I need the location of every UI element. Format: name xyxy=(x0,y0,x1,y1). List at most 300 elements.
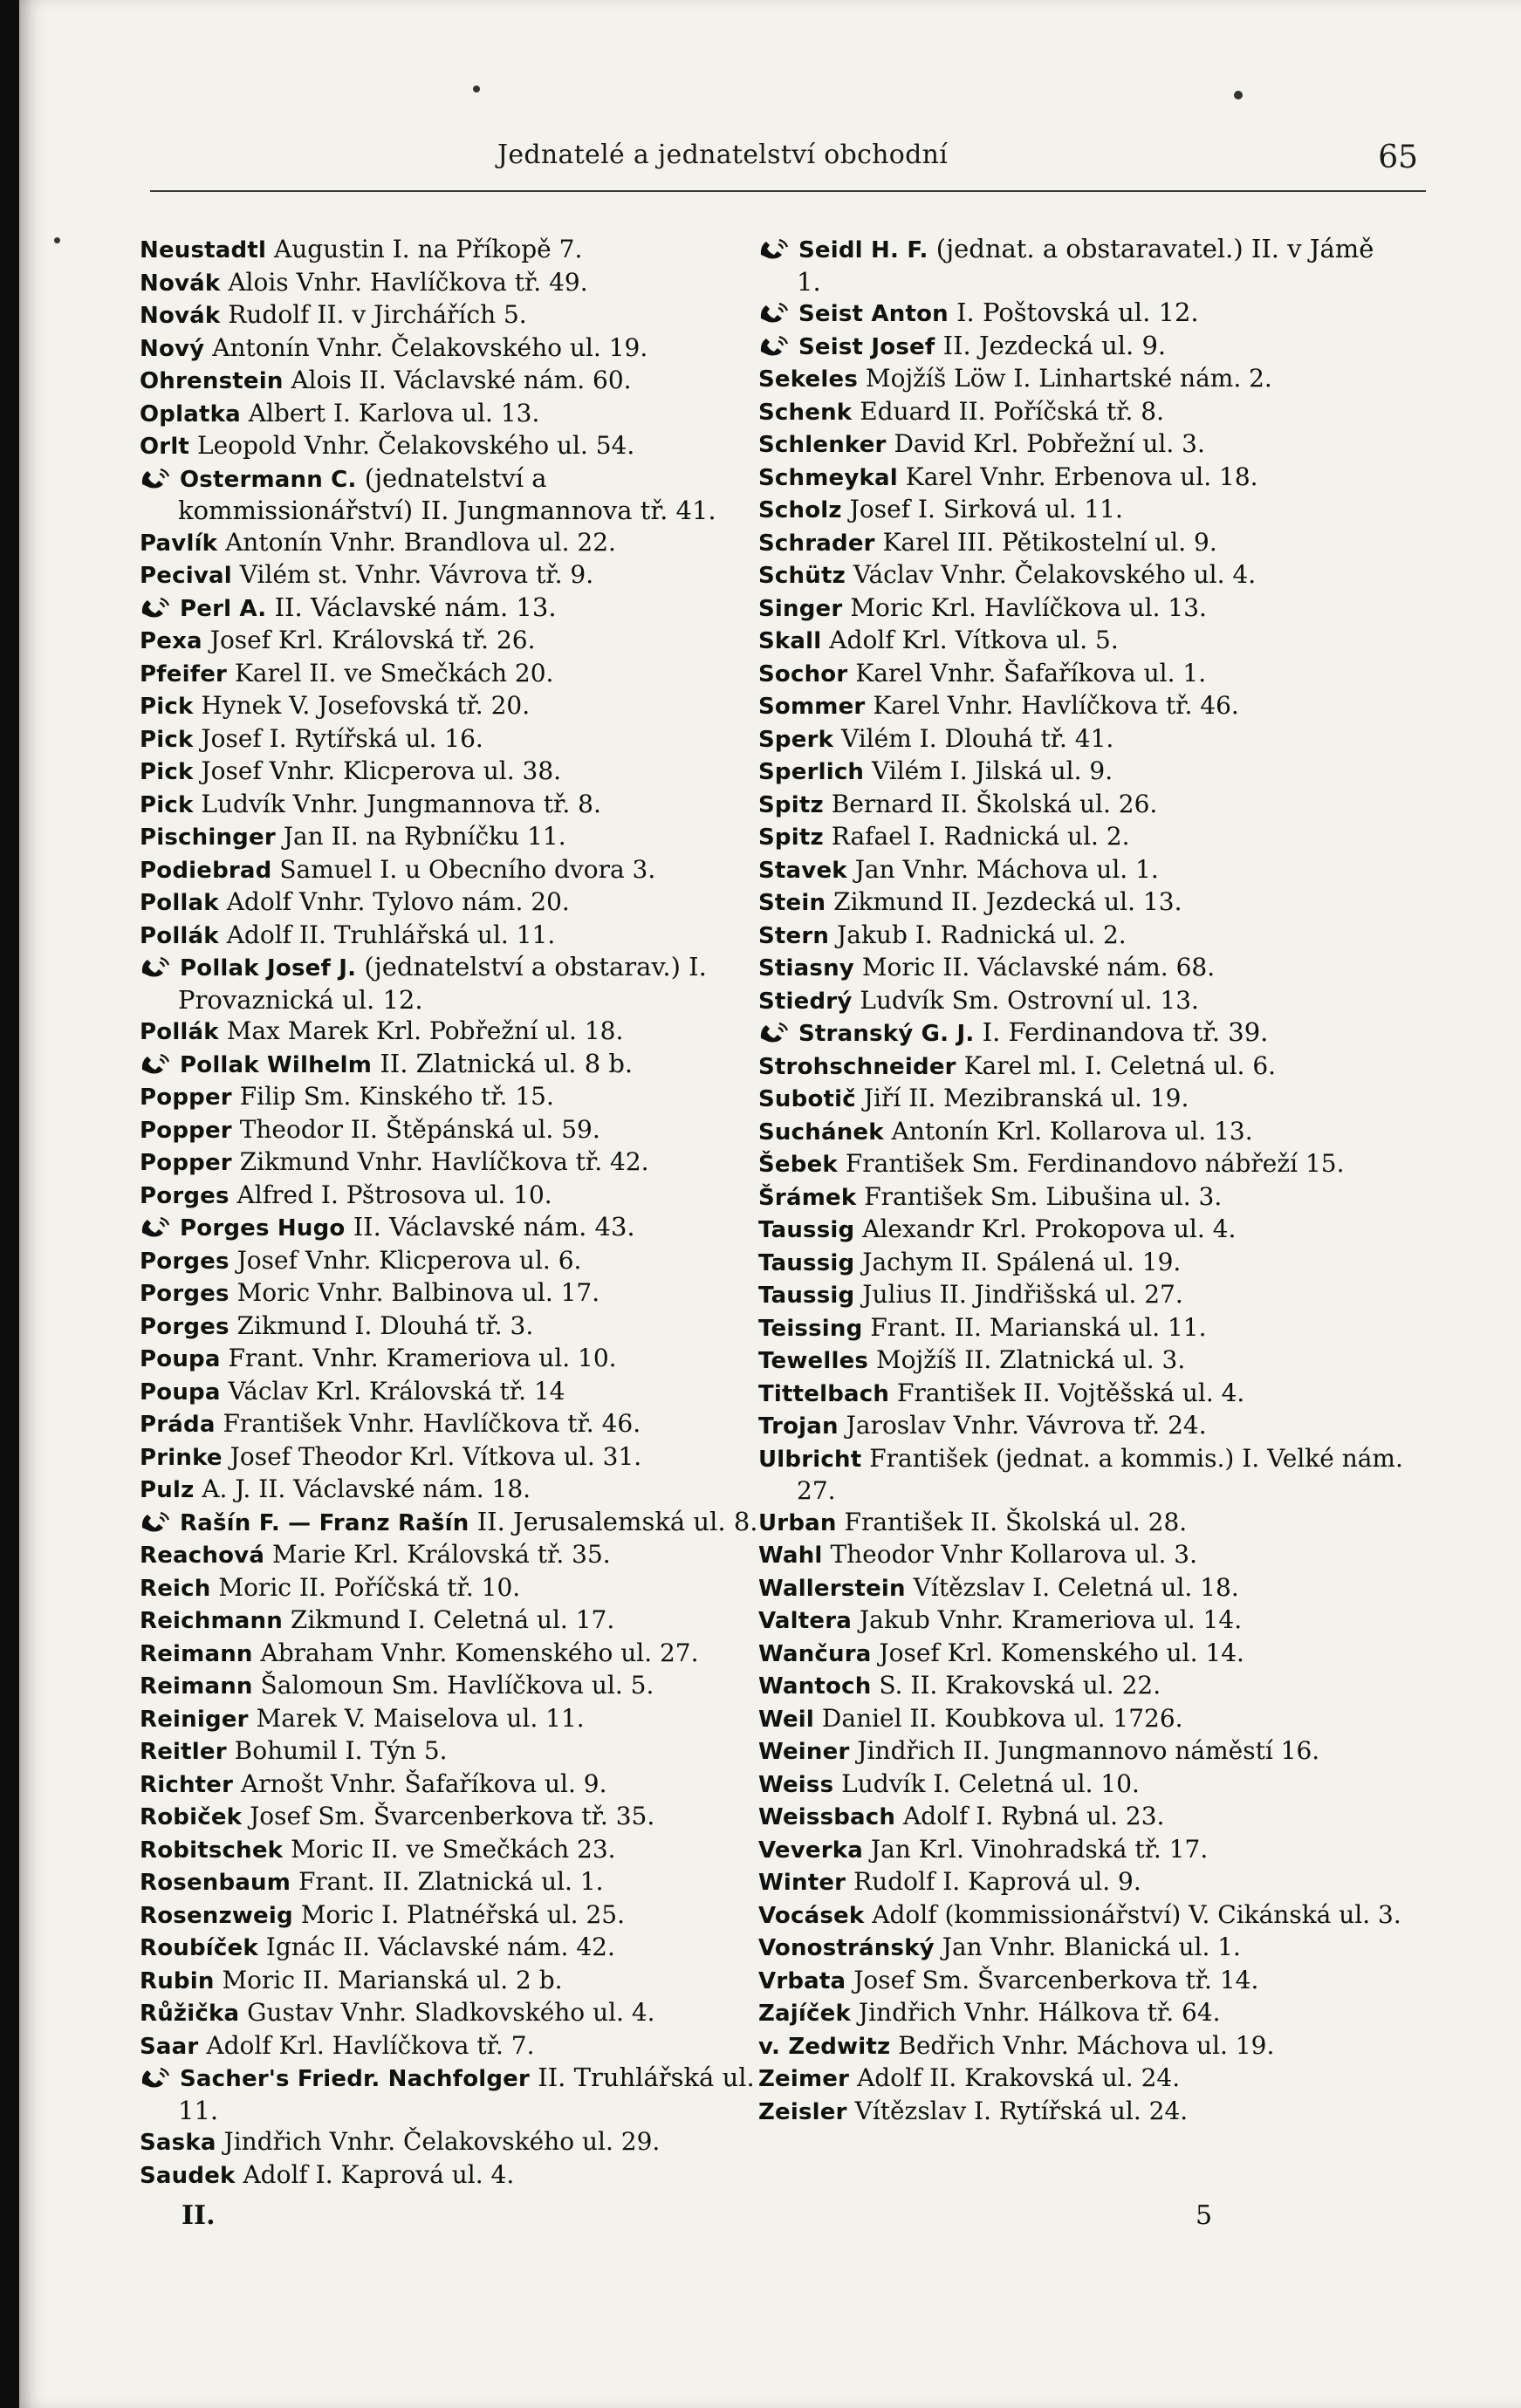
entry-name: Novák xyxy=(140,270,221,297)
entry-name: Valtera xyxy=(758,1608,852,1634)
telephone-icon xyxy=(140,1214,171,1237)
entry-address: Vilém st. Vnhr. Vávrova tř. 9. xyxy=(239,560,594,589)
entry-name: Wančura xyxy=(758,1640,872,1667)
entry-name: Pollák xyxy=(140,1019,219,1045)
directory-entry xyxy=(140,2063,785,2126)
entry-name: Weiner xyxy=(758,1739,850,1765)
entry-address: Abraham Vnhr. Komenského ul. 27. xyxy=(260,1638,699,1667)
entry-name: Roubíček xyxy=(140,1935,258,1961)
entry-address: Max Marek Krl. Pobřežní ul. 18. xyxy=(226,1016,624,1045)
directory-entry xyxy=(140,2030,785,2063)
entry-name: Pick xyxy=(140,694,194,720)
directory-entry xyxy=(758,1539,1404,1572)
ink-speck xyxy=(1234,91,1243,99)
directory-entry xyxy=(758,1735,1404,1768)
entry-address: II. Václavské nám. 13. xyxy=(274,592,557,622)
entry-address: Frant. II. Zlatnická ul. 1. xyxy=(298,1867,604,1896)
entry-address: Daniel II. Koubkova ul. 1726. xyxy=(821,1703,1183,1733)
page-number: 65 xyxy=(1378,140,1418,175)
directory-entry xyxy=(140,920,785,953)
directory-entry xyxy=(758,1443,1404,1507)
entry-name: Taussig xyxy=(758,1249,855,1276)
entry-name: Zajíček xyxy=(758,2001,851,2027)
directory-entry xyxy=(758,298,1404,331)
entry-address: Ludvík Vnhr. Jungmannova tř. 8. xyxy=(201,789,601,818)
directory-entry xyxy=(140,1834,785,1867)
entry-address: Ludvík I. Celetná ul. 10. xyxy=(841,1768,1140,1798)
entry-address: Jiří II. Mezibranská ul. 19. xyxy=(863,1084,1189,1112)
entry-name: Pollak Wilhelm xyxy=(180,1051,373,1078)
directory-entry xyxy=(758,1572,1404,1605)
signature-mark: II. xyxy=(182,2200,216,2231)
entry-address: Josef I. Sirková ul. 11. xyxy=(849,495,1123,523)
entry-address: Adolf Krl. Vítkova ul. 5. xyxy=(829,626,1119,654)
entry-name: Urban xyxy=(758,1509,837,1536)
directory-entry xyxy=(758,1997,1404,2030)
directory-entry xyxy=(140,1866,785,1899)
entry-address: Mojžíš Löw I. Linhartské nám. 2. xyxy=(865,364,1272,393)
entry-address: Moric Krl. Havlíčkova ul. 13. xyxy=(850,592,1207,622)
entry-address: Jindřich II. Jungmannovo náměstí 16. xyxy=(857,1736,1320,1765)
entry-address: Alois Vnhr. Havlíčkova tř. 49. xyxy=(228,267,588,297)
entry-address: Rudolf I. Kaprová ul. 9. xyxy=(853,1867,1141,1896)
entry-address: Zikmund I. Celetná ul. 17. xyxy=(290,1605,615,1634)
telephone-icon xyxy=(140,1051,171,1074)
entry-address: František Vnhr. Havlíčkova tř. 46. xyxy=(223,1409,641,1438)
entry-address: Jaroslav Vnhr. Vávrova tř. 24. xyxy=(846,1411,1207,1440)
ink-speck xyxy=(54,237,60,243)
entry-address: II. Jezdecká ul. 9. xyxy=(942,330,1167,360)
entry-address: Mojžíš II. Zlatnická ul. 3. xyxy=(876,1345,1186,1374)
telephone-icon xyxy=(140,954,171,977)
entry-name: Sperlich xyxy=(758,759,865,785)
directory-entry xyxy=(140,463,785,527)
entry-address: Josef Vnhr. Klicperova ul. 38. xyxy=(201,756,562,785)
entry-address: Frant. Vnhr. Krameriova ul. 10. xyxy=(228,1344,617,1372)
entry-address: Vilém I. Dlouhá tř. 41. xyxy=(841,723,1114,753)
entry-address: Samuel I. u Obecního dvora 3. xyxy=(279,854,656,884)
entry-address: II. Václavské nám. 43. xyxy=(353,1212,635,1242)
directory-entry xyxy=(758,1050,1404,1084)
directory-entry xyxy=(140,1146,785,1180)
entry-address: Arnošt Vnhr. Šafaříkova ul. 9. xyxy=(241,1768,607,1798)
entry-address: Adolf Vnhr. Tylovo nám. 20. xyxy=(226,887,570,916)
entry-name: Sacher's Friedr. Nachfolger xyxy=(180,2066,531,2092)
entry-address: Josef Krl. Královská tř. 26. xyxy=(209,626,536,654)
directory-entry xyxy=(758,1932,1404,1965)
entry-name: Spitz xyxy=(758,791,824,818)
entry-address: František Sm. Ferdinandovo nábřeží 15. xyxy=(845,1149,1345,1178)
directory-entry xyxy=(140,1932,785,1965)
entry-name: Robitschek xyxy=(140,1837,284,1864)
entry-address: František II. Vojtěšská ul. 4. xyxy=(897,1378,1245,1407)
entry-address: I. Ferdinandova tř. 39. xyxy=(982,1017,1269,1047)
entry-address: Moric Vnhr. Balbinova ul. 17. xyxy=(236,1278,600,1307)
directory-entry xyxy=(140,1965,785,1998)
directory-entry xyxy=(758,952,1404,985)
entry-name: Růžička xyxy=(140,2001,240,2027)
directory-entry xyxy=(140,559,785,592)
directory-entry xyxy=(140,690,785,723)
entry-address: Adolf I. Rybná ul. 23. xyxy=(903,1802,1165,1830)
directory-entry xyxy=(758,1768,1404,1802)
entry-address: Jan Krl. Vinohradská tř. 17. xyxy=(870,1834,1209,1864)
entry-name: Saar xyxy=(140,2033,199,2060)
entry-address: I. Poštovská ul. 12. xyxy=(956,298,1199,327)
directory-entry xyxy=(758,1181,1404,1214)
directory-entry xyxy=(140,1507,785,1540)
directory-entry xyxy=(758,756,1404,789)
entry-name: Nový xyxy=(140,335,205,362)
directory-entry xyxy=(140,1801,785,1834)
entry-address: Moric II. Poříčská tř. 10. xyxy=(218,1572,521,1602)
entry-name: Popper xyxy=(140,1150,232,1176)
directory-entry xyxy=(140,1474,785,1507)
directory-entry xyxy=(140,234,785,267)
directory-entry xyxy=(758,1670,1404,1703)
directory-entry xyxy=(140,267,785,300)
directory-entry xyxy=(140,1539,785,1572)
entry-name: Weil xyxy=(758,1706,815,1733)
directory-entry xyxy=(758,1703,1404,1736)
entry-name: Reiniger xyxy=(140,1706,249,1733)
directory-entry xyxy=(758,592,1404,626)
directory-entry xyxy=(140,430,785,463)
entry-address: Jan Vnhr. Máchova ul. 1. xyxy=(854,854,1159,884)
directory-entry xyxy=(140,1703,785,1736)
directory-entry xyxy=(140,1114,785,1147)
entry-address: Jachym II. Spálená ul. 19. xyxy=(862,1247,1182,1276)
entry-address: Moric I. Platnéřská ul. 25. xyxy=(300,1899,626,1929)
entry-address: Bernard II. Školská ul. 26. xyxy=(831,789,1158,818)
entry-name: Saudek xyxy=(140,2162,236,2189)
entry-name: Schmeykal xyxy=(758,464,898,491)
entry-name: Pick xyxy=(140,791,194,818)
directory-entry xyxy=(758,396,1404,429)
entry-address: Frant. II. Marianská ul. 11. xyxy=(870,1312,1207,1342)
entry-name: Scholz xyxy=(758,497,842,523)
entry-address: Adolf (kommissionářství) V. Cikánská ul. 3. xyxy=(872,1899,1401,1929)
entry-name: Suchánek xyxy=(758,1118,884,1146)
entry-name: v. Zedwitz xyxy=(758,2033,891,2060)
entry-address: II. Jerusalemská ul. 8. xyxy=(476,1506,758,1536)
entry-address: Alois II. Václavské nám. 60. xyxy=(291,366,632,394)
entry-name: Zeisler xyxy=(758,2098,847,2125)
entry-address: Bedřich Vnhr. Máchova ul. 19. xyxy=(898,2030,1275,2060)
sheet-number: 5 xyxy=(1196,2200,1213,2231)
entry-name: Porges xyxy=(140,1248,230,1275)
entry-address: Jindřich Vnhr. Čelakovského ul. 29. xyxy=(223,2127,661,2156)
directory-entry xyxy=(140,592,785,626)
entry-name: Schlenker xyxy=(758,432,887,458)
entry-name: Prinke xyxy=(140,1444,223,1471)
telephone-icon xyxy=(758,300,790,323)
entry-address: Julius II. Jindřišská ul. 27. xyxy=(862,1280,1183,1309)
telephone-icon xyxy=(758,333,790,356)
directory-entry xyxy=(758,886,1404,920)
entry-address: Theodor II. Štěpánská ul. 59. xyxy=(239,1114,600,1144)
directory-entry xyxy=(758,854,1404,887)
entry-address: II. Zlatnická ul. 8 b. xyxy=(380,1048,634,1078)
entry-address: Moric II. Marianská ul. 2 b. xyxy=(222,1965,563,1994)
directory-entry xyxy=(758,985,1404,1018)
directory-entry xyxy=(758,1083,1404,1116)
directory-entry xyxy=(758,1312,1404,1345)
entry-address: Karel II. ve Smečkách 20. xyxy=(235,658,554,688)
entry-name: Robiček xyxy=(140,1804,243,1830)
entry-name: Pfeifer xyxy=(140,660,228,688)
directory-entry xyxy=(140,952,785,1016)
directory-entry xyxy=(140,1245,785,1278)
directory-entry xyxy=(140,1081,785,1114)
entry-name: Trojan xyxy=(758,1413,839,1440)
entry-name: Rosenzweig xyxy=(140,1902,293,1929)
entry-address: Gustav Vnhr. Sladkovského ul. 4. xyxy=(247,1998,655,2027)
entry-address: A. J. II. Václavské nám. 18. xyxy=(202,1474,531,1503)
directory-entry xyxy=(758,658,1404,691)
directory-entry xyxy=(140,854,785,887)
entry-name: Reimann xyxy=(140,1673,253,1700)
entry-name: Pecival xyxy=(140,563,232,589)
telephone-icon xyxy=(140,595,171,618)
directory-entry xyxy=(140,625,785,658)
directory-entry xyxy=(758,1344,1404,1378)
entry-address: Leopold Vnhr. Čelakovského ul. 54. xyxy=(196,431,635,460)
directory-entry xyxy=(140,2159,785,2193)
entry-address: Karel Vnhr. Havlíčkova tř. 46. xyxy=(873,691,1239,720)
entry-name: Poupa xyxy=(140,1346,221,1372)
entry-address: Josef Theodor Krl. Vítkova ul. 31. xyxy=(230,1441,642,1471)
entry-address: Augustin I. na Příkopě 7. xyxy=(274,235,583,263)
entry-address: Jan Vnhr. Blanická ul. 1. xyxy=(942,1933,1241,1961)
entry-address: Karel III. Pětikostelní ul. 9. xyxy=(882,527,1217,557)
entry-name: Schütz xyxy=(758,563,846,589)
entry-address: Vítězslav I. Celetná ul. 18. xyxy=(913,1572,1239,1602)
entry-address: František Sm. Libušina ul. 3. xyxy=(864,1181,1223,1211)
entry-address: Josef Vnhr. Klicperova ul. 6. xyxy=(236,1245,582,1275)
directory-entry xyxy=(758,559,1404,592)
telephone-icon xyxy=(140,466,171,489)
entry-name: Tewelles xyxy=(758,1348,869,1374)
entry-name: Oplatka xyxy=(140,400,241,428)
entry-name: Orlt xyxy=(140,434,190,460)
entry-address: Václav Krl. Královská tř. 14 xyxy=(228,1376,565,1406)
entry-address: Karel ml. I. Celetná ul. 6. xyxy=(963,1050,1277,1080)
entry-name: Reachová xyxy=(140,1543,265,1569)
entry-address: Marek V. Maiselova ul. 11. xyxy=(256,1703,585,1733)
directory-entry xyxy=(140,1049,785,1082)
entry-address: Adolf Krl. Havlíčkova tř. 7. xyxy=(206,2030,535,2060)
entry-address: S. II. Krakovská ul. 22. xyxy=(879,1671,1161,1700)
entry-name: Novák xyxy=(140,303,221,329)
entry-name: Taussig xyxy=(758,1283,855,1309)
telephone-icon xyxy=(140,1509,171,1532)
entry-name: Poupa xyxy=(140,1378,221,1406)
entry-address: David Krl. Pobřežní ul. 3. xyxy=(894,429,1205,458)
entry-name: Spitz xyxy=(758,824,824,851)
entry-address: (jednat. a obstaravatel.) II. v Jámě 1. xyxy=(797,234,1374,297)
directory-entry xyxy=(140,1768,785,1802)
entry-address: Jindřich Vnhr. Hálkova tř. 64. xyxy=(858,1998,1221,2027)
entry-name: Reich xyxy=(140,1575,211,1602)
telephone-icon xyxy=(140,2065,171,2088)
directory-entry xyxy=(140,658,785,691)
directory-entry xyxy=(758,1148,1404,1181)
entry-address: Adolf II. Truhlářská ul. 11. xyxy=(226,920,556,949)
entry-address: Antonín Vnhr. Čelakovského ul. 19. xyxy=(212,332,648,362)
directory-entry xyxy=(758,1834,1404,1867)
entry-name: Sperk xyxy=(758,726,834,753)
entry-address: Filip Sm. Kinského tř. 15. xyxy=(239,1082,554,1111)
directory-entry xyxy=(140,1408,785,1441)
entry-address: Karel Vnhr. Erbenova ul. 18. xyxy=(905,462,1258,491)
entry-name: Pollak Josef J. xyxy=(180,955,357,982)
entry-address: Jakub Vnhr. Krameriova ul. 14. xyxy=(859,1605,1243,1634)
directory-entry xyxy=(758,363,1404,396)
telephone-icon xyxy=(758,1020,790,1043)
entry-name: Pulz xyxy=(140,1477,195,1503)
directory-entry xyxy=(140,1997,785,2030)
entry-address: Josef Sm. Švarcenberkova tř. 35. xyxy=(250,1802,655,1830)
entry-name: Neustadtl xyxy=(140,237,267,263)
entry-name: Weiss xyxy=(758,1771,834,1798)
entry-name: Podiebrad xyxy=(140,857,272,884)
entry-name: Wahl xyxy=(758,1543,823,1569)
entry-address: Zikmund I. Dlouhá tř. 3. xyxy=(236,1310,534,1340)
directory-entry xyxy=(140,886,785,920)
entry-address: II. Truhlářská ul. 11. xyxy=(178,2063,755,2125)
entry-address: Antonín Vnhr. Brandlova ul. 22. xyxy=(225,527,616,557)
directory-entry xyxy=(758,1378,1404,1411)
entry-address: (jednatelství a kommissionářství) II. Jungmannova tř. 41. xyxy=(178,462,716,525)
directory-entry xyxy=(140,1670,785,1703)
entry-name: Stein xyxy=(758,890,826,916)
directory-entry xyxy=(140,299,785,332)
entry-name: Teissing xyxy=(758,1315,863,1342)
entry-address: Moric II. ve Smečkách 23. xyxy=(291,1834,616,1864)
entry-address: Hynek V. Josefovská tř. 20. xyxy=(201,691,531,720)
entry-name: Sommer xyxy=(758,694,866,720)
entry-name: Pollák xyxy=(140,922,219,949)
directory-entry xyxy=(140,2126,785,2159)
directory-entry xyxy=(758,1866,1404,1899)
entry-name: Skall xyxy=(758,628,822,654)
entry-name: Rašín F. — Franz Rašín xyxy=(180,1509,469,1536)
telephone-icon xyxy=(758,236,790,259)
entry-name: Seidl H. F. xyxy=(798,237,928,263)
entry-name: Reimann xyxy=(140,1640,253,1667)
entry-name: Porges xyxy=(140,1313,230,1340)
entry-address: (jednatelství a obstarav.) I. Provaznická ul. 12. xyxy=(178,952,707,1015)
entry-name: Stiasny xyxy=(758,955,854,982)
entry-address: Jan II. na Rybníčku 11. xyxy=(283,822,566,851)
entry-name: Richter xyxy=(140,1771,234,1798)
directory-entry xyxy=(140,1572,785,1605)
directory-entry xyxy=(140,398,785,431)
entry-address: František II. Školská ul. 28. xyxy=(844,1507,1188,1536)
header-rule xyxy=(150,190,1426,192)
entry-address: Rudolf II. v Jirchářích 5. xyxy=(228,300,527,329)
entry-address: Eduard II. Poříčská tř. 8. xyxy=(860,396,1165,426)
entry-address: Alexandr Krl. Prokopova ul. 4. xyxy=(862,1214,1237,1243)
entry-address: Zikmund Vnhr. Havlíčkova tř. 42. xyxy=(239,1147,649,1176)
entry-name: Winter xyxy=(758,1870,846,1896)
entry-name: Vrbata xyxy=(758,1967,846,1994)
directory-entry xyxy=(758,331,1404,364)
entry-name: Ohrenstein xyxy=(140,368,284,394)
entry-name: Popper xyxy=(140,1084,232,1111)
entry-name: Weissbach xyxy=(758,1804,896,1830)
entry-name: Sekeles xyxy=(758,366,859,393)
entry-name: Seist Josef xyxy=(798,333,935,360)
directory-entry xyxy=(140,527,785,560)
entry-address: Václav Vnhr. Čelakovského ul. 4. xyxy=(853,560,1257,589)
entry-address: Theodor Vnhr Kollarova ul. 3. xyxy=(830,1540,1197,1569)
entry-name: Vocásek xyxy=(758,1902,865,1929)
entry-name: Šebek xyxy=(758,1152,838,1178)
directory-entry xyxy=(140,723,785,756)
entry-address: Karel Vnhr. Šafaříkova ul. 1. xyxy=(855,658,1207,688)
directory-entry xyxy=(140,1376,785,1409)
entry-name: Ostermann C. xyxy=(180,466,357,493)
directory-entry xyxy=(758,2030,1404,2063)
entry-address: Marie Krl. Královská tř. 35. xyxy=(271,1540,611,1569)
directory-entry xyxy=(140,332,785,366)
entry-name: Wantoch xyxy=(758,1673,872,1700)
entry-name: Pexa xyxy=(140,628,202,654)
directory-entry xyxy=(140,1899,785,1933)
directory-entry xyxy=(140,1310,785,1344)
entry-name: Porges Hugo xyxy=(180,1215,346,1242)
entry-name: Rubin xyxy=(140,1967,215,1994)
entry-name: Perl A. xyxy=(180,595,267,622)
entry-name: Wallerstein xyxy=(758,1575,906,1602)
directory-entry xyxy=(140,1604,785,1638)
entry-address: Adolf II. Krakovská ul. 24. xyxy=(857,2063,1181,2092)
directory-entry xyxy=(758,920,1404,953)
entry-name: Veverka xyxy=(758,1837,863,1864)
entry-address: Ludvík Sm. Ostrovní ul. 13. xyxy=(860,985,1199,1015)
entry-name: Šrámek xyxy=(758,1184,857,1211)
entry-name: Pick xyxy=(140,726,194,753)
directory-entry xyxy=(758,1899,1404,1933)
directory-entry xyxy=(758,462,1404,495)
directory-entry xyxy=(758,234,1404,298)
entry-name: Stiedrý xyxy=(758,988,853,1015)
directory-entry xyxy=(140,1277,785,1310)
entry-name: Pick xyxy=(140,759,194,785)
entry-name: Pollak xyxy=(140,890,219,916)
directory-entry xyxy=(758,723,1404,756)
directory-entry xyxy=(140,365,785,398)
entry-address: Jakub I. Radnická ul. 2. xyxy=(837,920,1127,949)
entry-address: Ignác II. Václavské nám. 42. xyxy=(265,1933,615,1961)
entry-name: Singer xyxy=(758,595,843,622)
directory-entry xyxy=(140,1735,785,1768)
directory-entry xyxy=(140,1638,785,1671)
directory-entry xyxy=(140,756,785,789)
entry-address: Bohumil I. Týn 5. xyxy=(234,1736,448,1765)
right-column xyxy=(758,234,1404,2128)
directory-entry xyxy=(758,1507,1404,1540)
directory-entry xyxy=(758,625,1404,658)
directory-entry xyxy=(140,1016,785,1049)
entry-address: Rafael I. Radnická ul. 2. xyxy=(831,822,1130,851)
directory-entry xyxy=(140,789,785,822)
entry-address: Šalomoun Sm. Havlíčkova ul. 5. xyxy=(260,1671,654,1700)
left-column xyxy=(140,234,785,2192)
entry-name: Saska xyxy=(140,2130,216,2156)
